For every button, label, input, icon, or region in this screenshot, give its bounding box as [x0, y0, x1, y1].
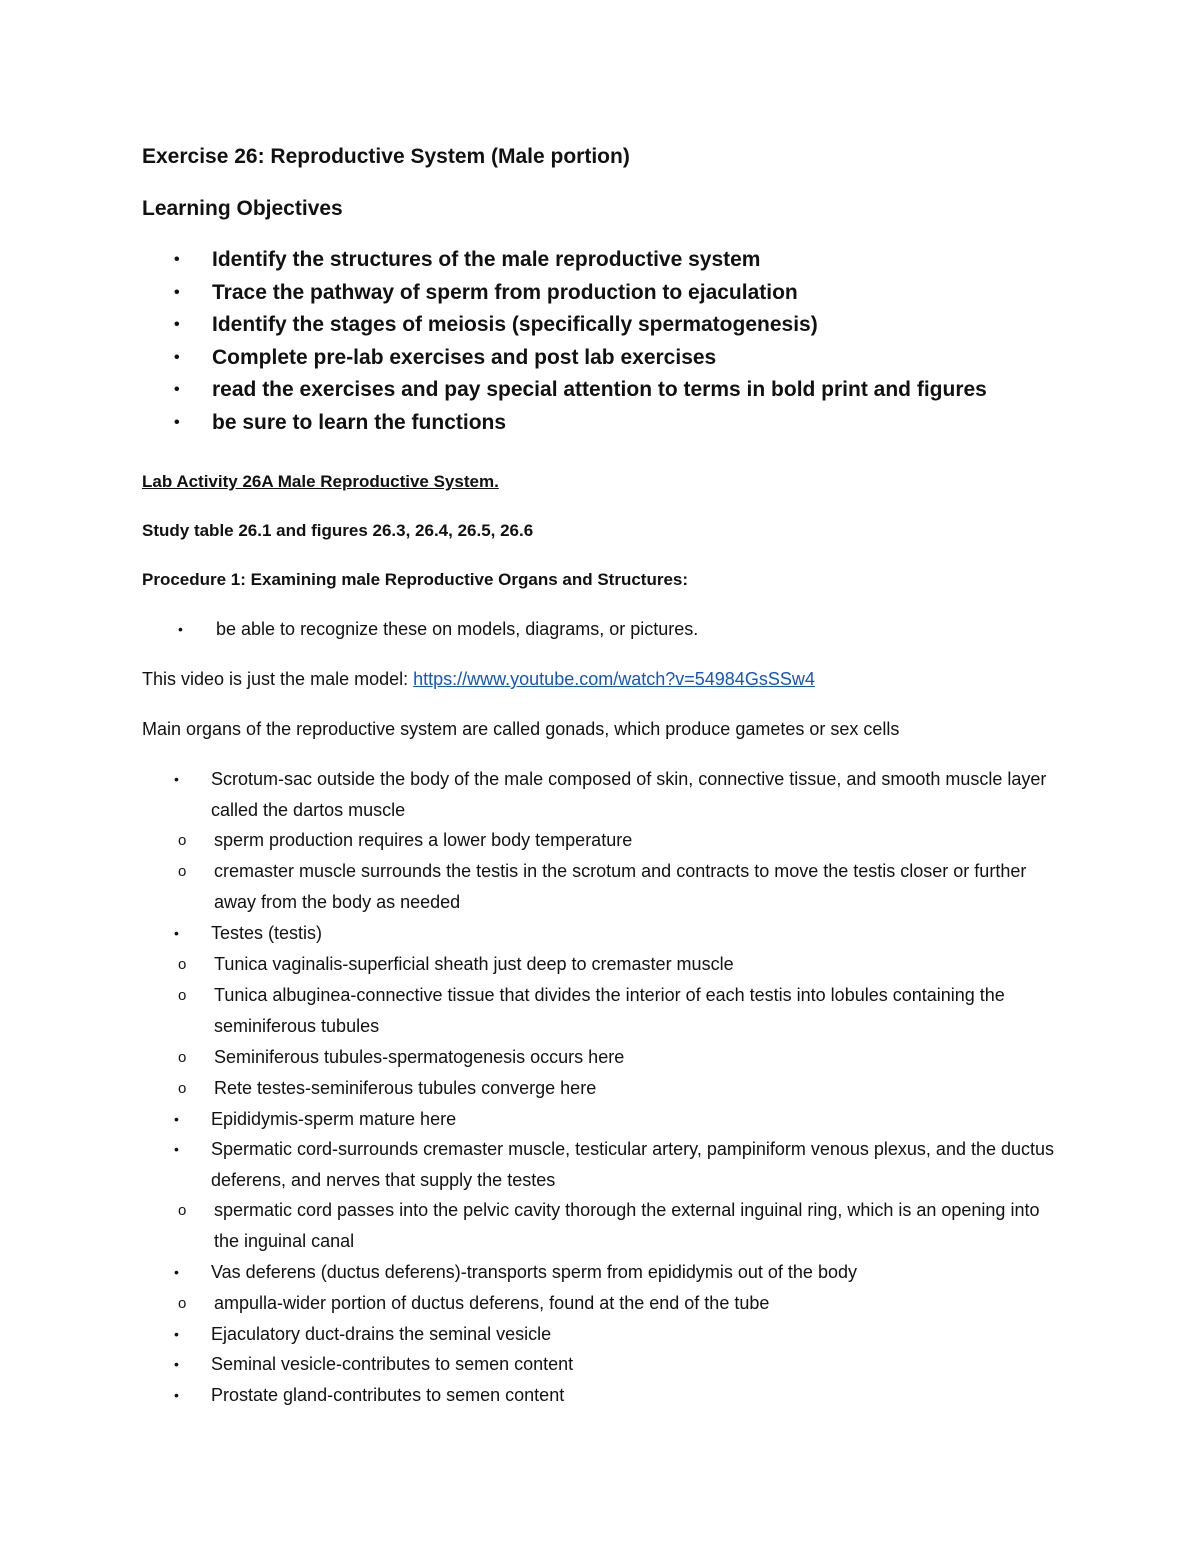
video-paragraph: This video is just the male model: https://www.youtube.com/watch?v=54984GsSSw4	[142, 669, 815, 689]
sub-list-item: o ampulla-wider portion of ductus deferens, found at the end of the tube	[211, 1288, 1062, 1319]
bullet-icon: •	[174, 1325, 179, 1342]
list-item: • Complete pre-lab exercises and post lab exercises	[142, 342, 1200, 375]
circle-bullet-icon: o	[178, 1048, 187, 1066]
sub-list-item: o cremaster muscle surrounds the testis in the scrotum and contracts to move the testis closer or further away from the body as needed	[211, 856, 1062, 918]
bullet-icon: •	[174, 316, 180, 333]
list-item: • Scrotum-sac outside the body of the male composed of skin, connective tissue, and smooth muscle layer called the dartos muscle o sperm production requires a lower body temperature o cremaster muscle surrounds the testis in the scrotum and contracts to move the testis closer or further away from the body as needed	[142, 764, 1062, 918]
sub-list-item: o Seminiferous tubules-spermatogenesis occurs here	[211, 1042, 1062, 1073]
bullet-icon: •	[174, 283, 180, 301]
list-item: • Ejaculatory duct-drains the seminal vesicle	[142, 1319, 1062, 1350]
list-item: • read the exercises and pay special attention to terms in bold print and figures	[142, 374, 1200, 407]
bullet-icon: •	[174, 1141, 179, 1157]
study-note: Study table 26.1 and figures 26.3, 26.4, 26.5, 26.6	[142, 521, 534, 540]
sub-list-item: o Rete testes-seminiferous tubules converge here	[211, 1073, 1062, 1104]
list-item: • Epididymis-sperm mature here	[142, 1104, 1062, 1135]
list-item: • Vas deferens (ductus deferens)-transports sperm from epididymis out of the body o ampulla-wider portion of ductus deferens, found at the end of the tube	[142, 1257, 1062, 1319]
bullet-icon: •	[174, 348, 180, 366]
list-item: • Prostate gland-contributes to semen content	[142, 1380, 1062, 1411]
gonads-paragraph: Main organs of the reproductive system are called gonads, which produce gametes or sex cells	[142, 719, 900, 739]
bullet-icon: •	[174, 251, 180, 268]
sub-list-item: o Tunica vaginalis-superficial sheath just deep to cremaster muscle	[211, 949, 1062, 980]
list-item: • Identify the structures of the male reproductive system	[142, 244, 1200, 277]
video-link[interactable]: https://www.youtube.com/watch?v=54984GsSSw4	[413, 669, 815, 689]
list-item: • Testes (testis) o Tunica vaginalis-superficial sheath just deep to cremaster muscle o Tunica albuginea-connective tissue that divides the interior of each testis into lobules containing the seminiferous tubules o Seminiferous tubules-spermatogenesis occurs here o Rete testes-seminiferous tubules converge here	[142, 918, 1062, 1104]
bullet-icon: •	[178, 621, 183, 637]
circle-bullet-icon: o	[178, 863, 187, 880]
list-item: • Spermatic cord-surrounds cremaster muscle, testicular artery, pampiniform venous plexus, and the ductus deferens, and nerves that supply the testes o spermatic cord passes into the pelvic cavity thorough the external inguinal ring, which is an opening into the inguinal canal	[142, 1134, 1062, 1257]
structures-list	[142, 764, 1062, 1410]
sub-list-item: o sperm production requires a lower body temperature	[211, 825, 1062, 856]
bullet-icon: •	[174, 1110, 179, 1127]
lab-activity-heading: Lab Activity 26A Male Reproductive System.	[142, 472, 499, 491]
sub-list	[142, 1288, 1062, 1319]
sub-list	[142, 825, 1062, 918]
procedure-heading: Procedure 1: Examining male Reproductive Organs and Structures:	[142, 570, 689, 589]
circle-bullet-icon: o	[178, 1202, 187, 1219]
bullet-icon: •	[174, 413, 180, 431]
bullet-icon: •	[174, 925, 179, 941]
bullet-icon: •	[174, 381, 180, 398]
list-item: • be sure to learn the functions	[142, 407, 1200, 440]
list-item: • Seminal vesicle-contributes to semen content	[142, 1349, 1062, 1380]
bullet-icon: •	[174, 771, 179, 787]
page-title: Exercise 26: Reproductive System (Male portion)	[142, 145, 630, 168]
bullet-icon: •	[174, 1356, 179, 1372]
circle-bullet-icon: o	[178, 955, 187, 973]
circle-bullet-icon: o	[178, 1079, 187, 1097]
list-item: • Trace the pathway of sperm from production to ejaculation	[142, 277, 1200, 310]
bullet-icon: •	[174, 1264, 179, 1280]
list-item: • Identify the stages of meiosis (specifically spermatogenesis)	[142, 309, 1200, 342]
list-item: • be able to recognize these on models, diagrams, or pictures.	[142, 616, 1200, 642]
objectives-heading: Learning Objectives	[142, 197, 343, 220]
sub-list	[142, 1195, 1062, 1257]
sub-list-item: o spermatic cord passes into the pelvic cavity thorough the external inguinal ring, which is an opening into the inguinal canal	[211, 1195, 1062, 1257]
bullet-icon: •	[174, 1386, 179, 1403]
circle-bullet-icon: o	[178, 832, 187, 849]
circle-bullet-icon: o	[178, 1294, 187, 1312]
sub-list-item: o Tunica albuginea-connective tissue that divides the interior of each testis into lobules containing the seminiferous tubules	[211, 980, 1062, 1042]
circle-bullet-icon: o	[178, 986, 187, 1004]
recognize-list	[142, 616, 1200, 642]
sub-list	[142, 949, 1062, 1104]
objectives-list	[142, 244, 1200, 439]
